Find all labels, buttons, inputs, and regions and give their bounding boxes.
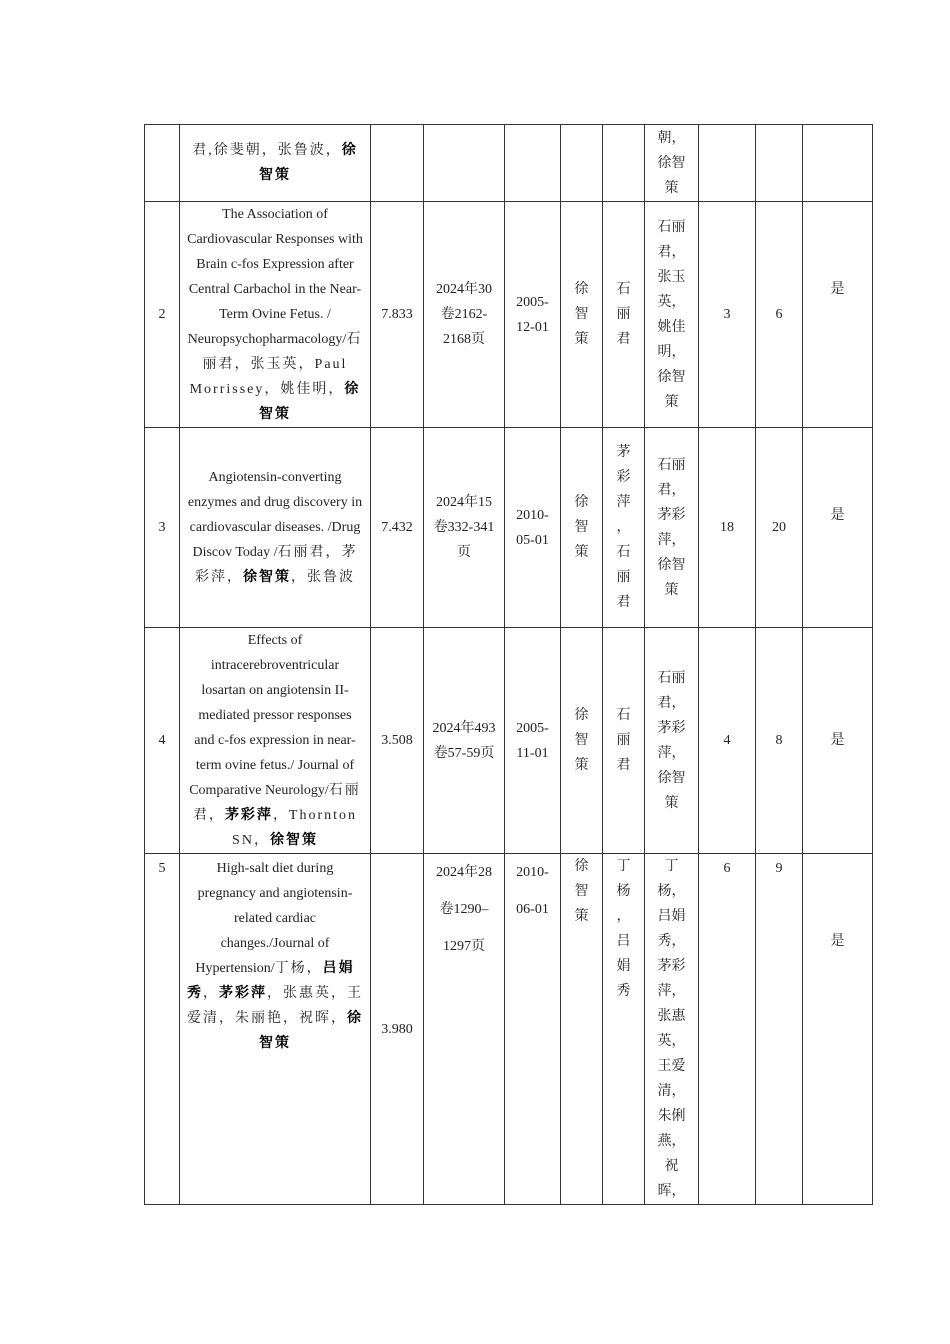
cell-date (505, 125, 561, 202)
cell-date: 2005-12-01 (505, 202, 561, 428)
cell-impact: 7.833 (371, 202, 424, 428)
cell-count-2: 9 (756, 854, 803, 1205)
cell-institution-authors (645, 428, 699, 628)
author-name: 姚佳明， (280, 382, 345, 397)
table-body (145, 125, 873, 1205)
cell-impact: 3.980 (371, 854, 424, 1205)
author-name-bold: 徐智策 (259, 143, 358, 183)
author-name: 石丽君，茅彩萍， (195, 545, 358, 585)
cell-first-author (603, 202, 645, 428)
author-name-bold: 徐智策 (269, 833, 318, 848)
author-name-bold: 茅彩萍 (224, 808, 273, 823)
first-author-text: 茅彩萍，石丽君 (616, 445, 631, 610)
cell-publication: 2024年493卷57-59页 (424, 628, 505, 854)
author-name-bold: 徐智策 (259, 382, 361, 422)
author-name: ， (203, 986, 219, 1001)
cell-publication: 2024年15卷332-341页 (424, 428, 505, 628)
cell-no: 4 (145, 628, 180, 854)
cell-publication: 2024年30卷2162-2168页 (424, 202, 505, 428)
cell-impact (371, 125, 424, 202)
table-row (145, 428, 873, 628)
cell-paper (180, 854, 371, 1205)
cell-count-2: 8 (756, 628, 803, 854)
paper-title: High-salt diet during pregnancy and angiotensin-related cardiac changes./Journal of Hypertension/ (195, 861, 353, 976)
cell-no: 3 (145, 428, 180, 628)
cell-paper (180, 428, 371, 628)
author-name: 丁杨， (274, 961, 323, 976)
cell-corresponding (561, 428, 603, 628)
cell-count-1: 4 (699, 628, 756, 854)
paper-title: Angiotensin-converting enzymes and drug discovery in cardiovascular diseases. /Drug Discov Today / (187, 470, 363, 560)
author-name: ，张鲁波 (291, 570, 355, 585)
cell-count-1: 3 (699, 202, 756, 428)
cell-date: 2010-05-01 (505, 428, 561, 628)
institution-authors-text: 朝，徐智策 (657, 130, 686, 196)
cell-date: 2005-11-01 (505, 628, 561, 854)
table-row (145, 628, 873, 854)
cell-count-2: 6 (756, 202, 803, 428)
author-name: 石丽君，张玉英， (202, 332, 363, 372)
table-row (145, 125, 873, 202)
author-name: ，Thornton SN， (232, 808, 358, 848)
corresponding-text: 徐智策 (574, 859, 589, 924)
cell-count-2 (756, 125, 803, 202)
corresponding-text: 徐智策 (574, 282, 589, 347)
cell-no: 2 (145, 202, 180, 428)
author-name-bold: 徐智策 (259, 1011, 363, 1051)
author-name: 君,徐斐朝，张鲁波， (192, 143, 342, 158)
cell-yes: 是 (803, 628, 873, 854)
paper-title: Effects of intracerebroventricular losartan on angiotensin II-mediated pressor responses and c-fos expression in near-term ovine fetus./ Journal of Comparative Neurology/ (189, 633, 356, 798)
cell-first-author (603, 854, 645, 1205)
cell-date: 2010-06-01 (505, 854, 561, 1205)
cell-institution-authors (645, 628, 699, 854)
cell-first-author (603, 428, 645, 628)
cell-institution-authors (645, 202, 699, 428)
paper-title: The Association of Cardiovascular Responses with Brain c-fos Expression after Central Carbachol in the Near-Term Ovine Fetus. / Neuropsychopharmacology/ (187, 207, 363, 347)
institution-authors-text: 石丽君，茅彩萍，徐智策 (657, 457, 686, 598)
cell-impact: 3.508 (371, 628, 424, 854)
cell-count-1: 18 (699, 428, 756, 628)
author-name: 石丽君， (192, 783, 361, 823)
cell-yes (803, 202, 873, 428)
first-author-text: 石丽君 (616, 282, 631, 347)
author-name: ，张惠英，王爱清，朱丽艳，祝晖， (187, 986, 363, 1026)
cell-first-author (603, 125, 645, 202)
cell-count-1: 6 (699, 854, 756, 1205)
cell-first-author (603, 628, 645, 854)
yes-text: 是 (830, 934, 845, 949)
table-row (145, 854, 873, 1205)
yes-text: 是 (830, 282, 845, 297)
cell-institution-authors (645, 125, 699, 202)
author-name: Paul Morrissey， (189, 357, 348, 397)
cell-count-1 (699, 125, 756, 202)
institution-authors-text: 石丽君，茅彩萍，徐智策 (657, 670, 686, 811)
first-author-text: 石丽君 (616, 708, 631, 773)
cell-yes (803, 428, 873, 628)
cell-corresponding (561, 854, 603, 1205)
author-name-bold: 吕娟秀 (187, 961, 355, 1001)
institution-authors-text: 丁杨，吕娟秀，茅彩萍，张惠英，王爱清，朱俐燕，祝晖， (657, 859, 686, 1199)
cell-impact: 7.432 (371, 428, 424, 628)
author-name-bold: 徐智策 (243, 570, 291, 585)
cell-publication (424, 125, 505, 202)
cell-institution-authors (645, 854, 699, 1205)
first-author-text: 丁杨，吕娟秀 (616, 859, 631, 999)
table-row (145, 202, 873, 428)
yes-text: 是 (830, 508, 845, 523)
cell-corresponding (561, 628, 603, 854)
corresponding-text: 徐智策 (574, 708, 589, 773)
cell-count-2: 20 (756, 428, 803, 628)
cell-yes (803, 125, 873, 202)
author-name-bold: 茅彩萍 (219, 986, 267, 1001)
cell-corresponding (561, 125, 603, 202)
cell-yes (803, 854, 873, 1205)
cell-no (145, 125, 180, 202)
cell-authors (192, 143, 358, 183)
cell-paper (180, 125, 371, 202)
publication-table (144, 124, 873, 1205)
cell-corresponding (561, 202, 603, 428)
cell-paper (180, 628, 371, 854)
cell-publication: 2024年28卷1290–1297页 (424, 854, 505, 1205)
corresponding-text: 徐智策 (574, 495, 589, 560)
cell-no: 5 (145, 854, 180, 1205)
institution-authors-text: 石丽君，张玉英，姚佳明，徐智策 (657, 219, 686, 410)
cell-paper (180, 202, 371, 428)
